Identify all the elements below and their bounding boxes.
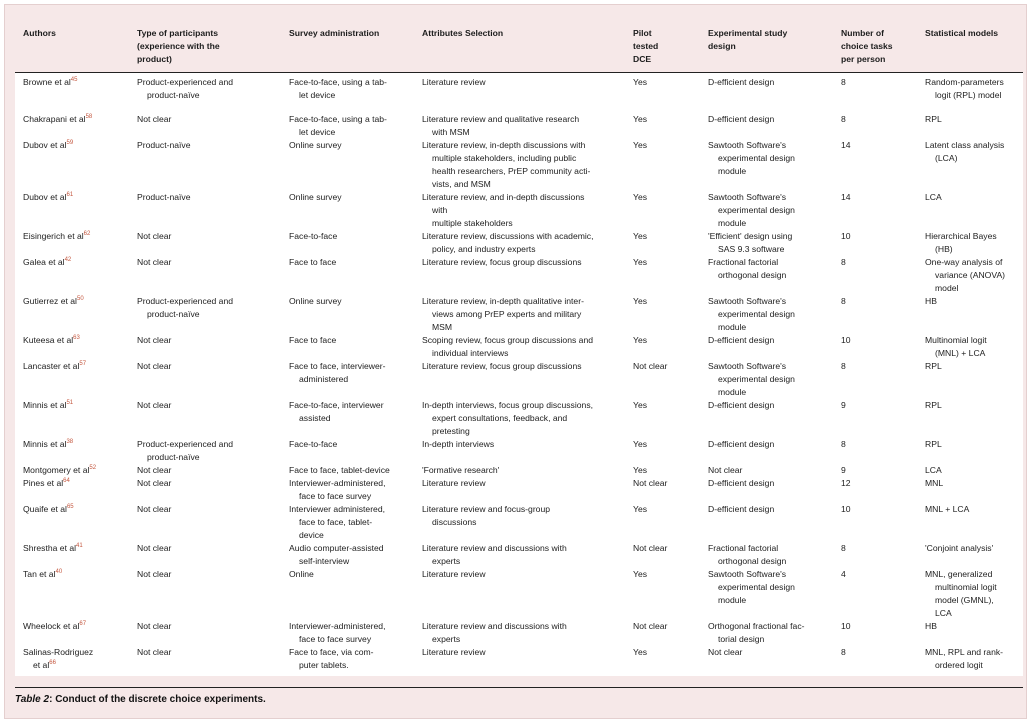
- author-name: Lancaster et al: [23, 361, 80, 372]
- survey-cell: Face-to-face: [289, 231, 338, 242]
- design-cell: Sawtooth Software's experimental design module: [708, 296, 795, 333]
- tasks-cell: 10: [841, 335, 851, 346]
- attributes-cell: Literature review, in-depth qualitative inter- views among PrEP experts and military MSM: [422, 296, 584, 333]
- header-participants: Type of participants (experience with the product): [129, 21, 281, 72]
- models-cell: RPL: [925, 361, 942, 372]
- design-cell: D-efficient design: [708, 478, 775, 489]
- author-name: Dubov et al: [23, 192, 67, 203]
- models-cell: MNL, RPL and rank- ordered logit: [925, 647, 1004, 671]
- design-cell: Sawtooth Software's experimental design module: [708, 192, 795, 229]
- participants-cell: Product-experienced and product-naïve: [137, 296, 234, 320]
- author-cell: [15, 542, 129, 568]
- survey-cell: Online: [289, 569, 314, 580]
- design-cell: Orthogonal fractional fac- torial design: [708, 621, 805, 645]
- models-cell: RPL: [925, 400, 942, 411]
- table-row: [15, 113, 1023, 139]
- tasks-cell: 10: [841, 504, 851, 515]
- author-name: Minnis et al: [23, 439, 67, 450]
- participants-cell: Product-experienced and product-naïve: [137, 439, 234, 463]
- pilot-cell: Yes: [633, 647, 648, 658]
- reference-number: 59: [66, 140, 74, 147]
- attributes-cell: Literature review and discussions with experts: [422, 621, 567, 645]
- design-cell: D-efficient design: [708, 114, 775, 125]
- table-row: [15, 334, 1023, 360]
- models-cell: 'Conjoint analysis': [925, 543, 994, 554]
- pilot-cell: Yes: [633, 231, 648, 242]
- attributes-cell: 'Formative research': [422, 465, 500, 476]
- participants-cell: Not clear: [137, 335, 172, 346]
- table-row: [15, 72, 1023, 113]
- survey-cell: Face to face, via com- puter tablets.: [289, 647, 374, 671]
- survey-cell: Face-to-face, using a tab- let device: [289, 114, 387, 138]
- design-cell: Sawtooth Software's experimental design module: [708, 569, 795, 606]
- participants-cell: Product-naïve: [137, 192, 191, 203]
- table-row: [15, 191, 1023, 230]
- tasks-cell: 8: [841, 257, 846, 268]
- survey-cell: Interviewer-administered, face to face survey: [289, 621, 386, 645]
- tasks-cell: 10: [841, 231, 851, 242]
- table-row: [15, 620, 1023, 646]
- reference-number: 65: [66, 504, 74, 511]
- table-header-row: [15, 21, 1023, 72]
- header-authors: Authors: [15, 21, 129, 72]
- author-name: Shrestha et al: [23, 543, 77, 554]
- attributes-cell: Literature review: [422, 478, 486, 489]
- author-cell: [15, 360, 129, 399]
- survey-cell: Interviewer administered, face to face, tablet- device: [289, 504, 386, 541]
- table-row: [15, 568, 1023, 620]
- design-cell: Sawtooth Software's experimental design module: [708, 140, 795, 177]
- pilot-cell: Yes: [633, 335, 648, 346]
- author-cell: [15, 139, 129, 191]
- attributes-cell: Scoping review, focus group discussions and individual interviews: [422, 335, 594, 359]
- table-row: [15, 438, 1023, 464]
- reference-number: 42: [64, 257, 72, 264]
- survey-cell: Online survey: [289, 140, 342, 151]
- survey-cell: Audio computer-assisted self-interview: [289, 543, 384, 567]
- author-cell: [15, 230, 129, 256]
- attributes-cell: Literature review: [422, 569, 486, 580]
- author-name: Dubov et al: [23, 140, 67, 151]
- author-name: Pines et al: [23, 478, 64, 489]
- author-name: Quaife et al: [23, 504, 67, 515]
- survey-cell: Face-to-face, using a tab- let device: [289, 76, 387, 100]
- models-cell: HB: [925, 296, 937, 307]
- attributes-cell: In-depth interviews: [422, 439, 495, 450]
- author-cell: [15, 620, 129, 646]
- reference-number: 40: [55, 569, 63, 576]
- survey-cell: Face to face: [289, 257, 337, 268]
- participants-cell: Not clear: [137, 569, 172, 580]
- pilot-cell: Yes: [633, 114, 648, 125]
- survey-cell: Online survey: [289, 296, 342, 307]
- author-cell: [15, 72, 129, 113]
- models-cell: Random-parameters logit (RPL) model: [925, 76, 1004, 100]
- table-panel: [4, 4, 1027, 719]
- attributes-cell: Literature review, focus group discussions: [422, 257, 582, 268]
- survey-cell: Interviewer-administered, face to face survey: [289, 478, 386, 502]
- reference-number: 61: [66, 192, 74, 199]
- design-cell: 'Efficient' design using SAS 9.3 software: [708, 231, 793, 255]
- pilot-cell: Yes: [633, 504, 648, 515]
- design-cell: D-efficient design: [708, 504, 775, 515]
- models-cell: Hierarchical Bayes (HB): [925, 231, 997, 255]
- participants-cell: Not clear: [137, 478, 172, 489]
- attributes-cell: Literature review, focus group discussions: [422, 361, 582, 372]
- table-row: [15, 360, 1023, 399]
- author-cell: [15, 113, 129, 139]
- header-pilot-tested: Pilot tested DCE: [625, 21, 700, 72]
- pilot-cell: Yes: [633, 140, 648, 151]
- participants-cell: Product-experienced and product-naïve: [137, 76, 234, 100]
- author-cell: [15, 295, 129, 334]
- reference-number: 57: [79, 361, 87, 368]
- attributes-cell: Literature review and discussions with experts: [422, 543, 567, 567]
- models-cell: LCA: [925, 465, 942, 476]
- design-cell: D-efficient design: [708, 439, 775, 450]
- attributes-cell: Literature review, in-depth discussions with multiple stakeholders, including public health researchers, PrEP community acti- vists, and MSM: [422, 140, 591, 189]
- author-name: Minnis et al: [23, 400, 67, 411]
- models-cell: Multinomial logit (MNL) + LCA: [925, 335, 987, 359]
- table-bottom-rule: [15, 687, 1023, 688]
- participants-cell: Not clear: [137, 647, 172, 658]
- attributes-cell: Literature review and qualitative research with MSM: [422, 114, 580, 138]
- caption-label: Table 2: [15, 694, 50, 705]
- survey-cell: Face-to-face: [289, 439, 338, 450]
- participants-cell: Not clear: [137, 114, 172, 125]
- author-cell: [15, 334, 129, 360]
- survey-cell: Face to face: [289, 335, 337, 346]
- table-row: [15, 230, 1023, 256]
- tasks-cell: 8: [841, 296, 846, 307]
- header-attributes-selection: Attributes Selection: [414, 21, 625, 72]
- participants-cell: Not clear: [137, 257, 172, 268]
- caption-text: : Conduct of the discrete choice experiments.: [49, 694, 266, 705]
- design-cell: Fractional factorial orthogonal design: [708, 543, 787, 567]
- models-cell: MNL: [925, 478, 944, 489]
- reference-number: 45: [70, 76, 78, 83]
- pilot-cell: Not clear: [633, 621, 668, 632]
- tasks-cell: 8: [841, 361, 846, 372]
- pilot-cell: Yes: [633, 569, 648, 580]
- reference-number: 50: [76, 296, 84, 303]
- table-row: [15, 256, 1023, 295]
- header-statistical-models: Statistical models: [917, 21, 1023, 72]
- author-name: Chakrapani et al: [23, 114, 86, 125]
- table-row: [15, 399, 1023, 438]
- attributes-cell: Literature review: [422, 647, 486, 658]
- reference-number: 38: [66, 439, 74, 446]
- attributes-cell: Literature review, discussions with academic, policy, and industry experts: [422, 231, 594, 255]
- design-cell: D-efficient design: [708, 335, 775, 346]
- table-body: [15, 72, 1023, 676]
- models-cell: MNL, generalized multinomial logit model (GMNL), LCA: [925, 569, 997, 618]
- author-cell: [15, 399, 129, 438]
- tasks-cell: 14: [841, 140, 851, 151]
- dce-table: [15, 21, 1023, 676]
- pilot-cell: Not clear: [633, 478, 668, 489]
- author-name: Tan et al: [23, 569, 56, 580]
- author-cell: [15, 477, 129, 503]
- author-cell: [15, 568, 129, 620]
- tasks-cell: 8: [841, 647, 846, 658]
- pilot-cell: Yes: [633, 192, 648, 203]
- pilot-cell: Yes: [633, 257, 648, 268]
- pilot-cell: Not clear: [633, 361, 668, 372]
- author-name: Browne et al: [23, 76, 71, 87]
- survey-cell: Online survey: [289, 192, 342, 203]
- participants-cell: Not clear: [137, 361, 172, 372]
- pilot-cell: Yes: [633, 439, 648, 450]
- tasks-cell: 14: [841, 192, 851, 203]
- author-name: Salinas-Rodriguez et al: [23, 647, 94, 671]
- participants-cell: Not clear: [137, 400, 172, 411]
- participants-cell: Not clear: [137, 621, 172, 632]
- tasks-cell: 8: [841, 76, 846, 87]
- models-cell: LCA: [925, 192, 942, 203]
- design-cell: Not clear: [708, 647, 743, 658]
- header-study-design: Experimental study design: [700, 21, 833, 72]
- tasks-cell: 8: [841, 114, 846, 125]
- attributes-cell: In-depth interviews, focus group discussions, expert consultations, feedback, and pretesting: [422, 400, 594, 437]
- participants-cell: Not clear: [137, 465, 172, 476]
- reference-number: 58: [85, 114, 93, 121]
- pilot-cell: Yes: [633, 400, 648, 411]
- reference-number: 41: [76, 543, 83, 550]
- author-cell: [15, 464, 129, 477]
- design-cell: Sawtooth Software's experimental design module: [708, 361, 795, 398]
- design-cell: Not clear: [708, 465, 743, 476]
- table-row: [15, 295, 1023, 334]
- attributes-cell: Literature review: [422, 76, 486, 87]
- table-row: [15, 503, 1023, 542]
- author-name: Gutierrez et al: [23, 296, 77, 307]
- participants-cell: Product-naïve: [137, 140, 191, 151]
- header-survey-administration: Survey administration: [281, 21, 414, 72]
- reference-number: 64: [63, 478, 70, 485]
- pilot-cell: Yes: [633, 76, 648, 87]
- pilot-cell: Not clear: [633, 543, 668, 554]
- author-name: Kuteesa et al: [23, 335, 74, 346]
- tasks-cell: 12: [841, 478, 851, 489]
- header-choice-tasks: Number of choice tasks per person: [833, 21, 917, 72]
- author-name: Eisingerich et al: [23, 231, 84, 242]
- models-cell: MNL + LCA: [925, 504, 970, 515]
- table-row: [15, 646, 1023, 676]
- reference-number: 66: [49, 660, 56, 667]
- attributes-cell: Literature review, and in-depth discussions with multiple stakeholders: [422, 192, 585, 229]
- pilot-cell: Yes: [633, 296, 648, 307]
- pilot-cell: Yes: [633, 465, 648, 476]
- reference-number: 62: [83, 231, 91, 238]
- reference-number: 51: [66, 400, 74, 407]
- author-name: Wheelock et al: [23, 621, 80, 632]
- tasks-cell: 9: [841, 465, 846, 476]
- survey-cell: Face to face, tablet-device: [289, 465, 390, 476]
- table-caption: [15, 694, 266, 705]
- tasks-cell: 10: [841, 621, 851, 632]
- table-row: [15, 477, 1023, 503]
- reference-number: 52: [89, 465, 97, 472]
- models-cell: RPL: [925, 114, 942, 125]
- table-row: [15, 542, 1023, 568]
- author-cell: [15, 503, 129, 542]
- survey-cell: Face to face, interviewer- administered: [289, 361, 386, 385]
- design-cell: D-efficient design: [708, 76, 775, 87]
- author-name: Montgomery et al: [23, 465, 90, 476]
- author-cell: [15, 256, 129, 295]
- author-cell: [15, 191, 129, 230]
- reference-number: 67: [79, 621, 87, 628]
- models-cell: RPL: [925, 439, 942, 450]
- reference-number: 63: [73, 335, 80, 342]
- author-cell: [15, 646, 129, 676]
- tasks-cell: 4: [841, 569, 846, 580]
- design-cell: D-efficient design: [708, 400, 775, 411]
- tasks-cell: 9: [841, 400, 846, 411]
- table-row: [15, 464, 1023, 477]
- participants-cell: Not clear: [137, 543, 172, 554]
- models-cell: One-way analysis of variance (ANOVA) model: [925, 257, 1006, 294]
- table-row: [15, 139, 1023, 191]
- survey-cell: Face-to-face, interviewer assisted: [289, 400, 384, 424]
- tasks-cell: 8: [841, 439, 846, 450]
- design-cell: Fractional factorial orthogonal design: [708, 257, 787, 281]
- models-cell: HB: [925, 621, 937, 632]
- author-name: Galea et al: [23, 257, 65, 268]
- attributes-cell: Literature review and focus-group discussions: [422, 504, 551, 528]
- models-cell: Latent class analysis (LCA): [925, 140, 1005, 164]
- tasks-cell: 8: [841, 543, 846, 554]
- author-cell: [15, 438, 129, 464]
- participants-cell: Not clear: [137, 231, 172, 242]
- participants-cell: Not clear: [137, 504, 172, 515]
